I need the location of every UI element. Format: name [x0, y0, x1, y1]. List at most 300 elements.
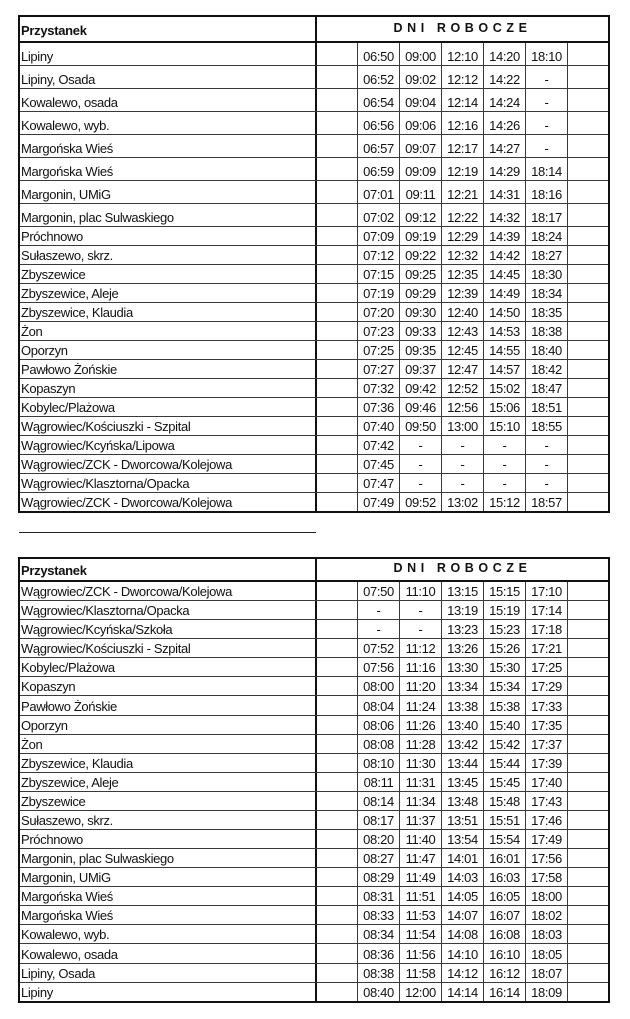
empty-cell [568, 322, 608, 340]
empty-cell [568, 925, 608, 943]
empty-cell [317, 303, 358, 321]
departure-time: 12:43 [442, 322, 484, 340]
table-row [20, 600, 608, 619]
departure-time: 18:14 [526, 158, 568, 180]
stop-name: Margońska Wieś [20, 135, 317, 157]
empty-cell [568, 474, 608, 492]
stop-name: Wągrowiec/ZCK - Dworcowa/Kolejowa [20, 455, 317, 473]
departure-time: 07:32 [358, 379, 400, 397]
empty-cell [317, 830, 358, 848]
departure-time: 12:00 [400, 983, 442, 1001]
departure-time: 11:30 [400, 754, 442, 772]
departure-time: 06:56 [358, 112, 400, 134]
departure-time: 06:52 [358, 66, 400, 88]
empty-cell [317, 944, 358, 962]
departure-time: 09:50 [400, 417, 442, 435]
departure-time: 17:49 [526, 830, 568, 848]
departure-time: 08:29 [358, 868, 400, 886]
departure-time: - [358, 601, 400, 619]
departure-time: - [400, 474, 442, 492]
departure-time: 09:06 [400, 112, 442, 134]
departure-time: 16:12 [484, 964, 526, 982]
departure-time: 13:00 [442, 417, 484, 435]
empty-cell [568, 379, 608, 397]
empty-cell [568, 398, 608, 416]
departure-time: 09:11 [400, 181, 442, 203]
departure-time: 09:46 [400, 398, 442, 416]
departure-time: 06:59 [358, 158, 400, 180]
departure-time: 09:22 [400, 246, 442, 264]
departure-time: 18:24 [526, 227, 568, 245]
departure-time: 11:58 [400, 964, 442, 982]
departure-time: 13:44 [442, 754, 484, 772]
stop-name: Margonin, UMiG [20, 868, 317, 886]
empty-cell [317, 493, 358, 511]
departure-time: 06:57 [358, 135, 400, 157]
stop-name: Margonin, UMiG [20, 181, 317, 203]
empty-cell [317, 925, 358, 943]
departure-time: 11:10 [400, 582, 442, 600]
empty-cell [568, 284, 608, 302]
departure-time: 15:40 [484, 716, 526, 734]
departure-time: 14:08 [442, 925, 484, 943]
departure-time: 17:58 [526, 868, 568, 886]
table-row [20, 848, 608, 867]
empty-cell [317, 639, 358, 657]
empty-cell [317, 677, 358, 695]
departure-time: 06:50 [358, 43, 400, 65]
empty-cell [568, 493, 608, 511]
departure-time: 13:30 [442, 658, 484, 676]
table-row [20, 454, 608, 473]
departure-time: - [442, 474, 484, 492]
table-row [20, 753, 608, 772]
departure-time: 18:05 [526, 944, 568, 962]
departure-time: 07:20 [358, 303, 400, 321]
empty-cell [317, 887, 358, 905]
table-row [20, 340, 608, 359]
departure-time: 18:30 [526, 265, 568, 283]
departure-time: 15:19 [484, 601, 526, 619]
empty-cell [568, 455, 608, 473]
departure-time: 09:07 [400, 135, 442, 157]
departure-time: 07:15 [358, 265, 400, 283]
departure-time: 09:19 [400, 227, 442, 245]
departure-time: 09:37 [400, 360, 442, 378]
stop-name: Kowalewo, wyb. [20, 112, 317, 134]
departure-time: 14:22 [484, 66, 526, 88]
stop-column-header: Przystanek [20, 17, 317, 41]
stop-name: Próchnowo [20, 227, 317, 245]
empty-cell [568, 887, 608, 905]
empty-cell [317, 89, 358, 111]
empty-cell [317, 43, 358, 65]
table-row [20, 657, 608, 676]
departure-time: 16:05 [484, 887, 526, 905]
departure-time: 11:51 [400, 887, 442, 905]
empty-cell [568, 246, 608, 264]
departure-time: 07:09 [358, 227, 400, 245]
departure-time: 16:08 [484, 925, 526, 943]
empty-cell [317, 265, 358, 283]
departure-time: 08:14 [358, 792, 400, 810]
empty-cell [568, 716, 608, 734]
departure-time: 17:46 [526, 811, 568, 829]
empty-cell [317, 341, 358, 359]
departure-time: 09:12 [400, 204, 442, 226]
departure-time: 08:34 [358, 925, 400, 943]
departure-time: 11:37 [400, 811, 442, 829]
stop-name: Zbyszewice [20, 265, 317, 283]
departure-time: 12:39 [442, 284, 484, 302]
departure-time: 14:31 [484, 181, 526, 203]
departure-time: 08:10 [358, 754, 400, 772]
departure-time: 09:52 [400, 493, 442, 511]
section-divider [19, 532, 316, 533]
stop-name: Kopaszyn [20, 677, 317, 695]
departure-time: 11:54 [400, 925, 442, 943]
stop-name: Wągrowiec/Kościuszki - Szpital [20, 639, 317, 657]
departure-time: 14:55 [484, 341, 526, 359]
table-row [20, 65, 608, 88]
departure-time: 11:53 [400, 906, 442, 924]
departure-time: 17:56 [526, 849, 568, 867]
departure-time: 15:54 [484, 830, 526, 848]
stop-name: Lipiny, Osada [20, 66, 317, 88]
departure-time: - [526, 455, 568, 473]
stop-name: Margońska Wieś [20, 158, 317, 180]
departure-time: 17:40 [526, 773, 568, 791]
table-row [20, 435, 608, 454]
departure-time: - [442, 436, 484, 454]
departure-time: 18:38 [526, 322, 568, 340]
empty-cell [317, 135, 358, 157]
departure-time: 16:01 [484, 849, 526, 867]
table-row [20, 619, 608, 638]
departure-time: 18:42 [526, 360, 568, 378]
departure-time: 09:33 [400, 322, 442, 340]
stop-name: Próchnowo [20, 830, 317, 848]
stop-name: Lipiny [20, 43, 317, 65]
departure-time: 18:51 [526, 398, 568, 416]
empty-cell [317, 112, 358, 134]
empty-cell [568, 89, 608, 111]
departure-time: 11:20 [400, 677, 442, 695]
departure-time: 17:10 [526, 582, 568, 600]
departure-time: 13:40 [442, 716, 484, 734]
departure-time: 08:38 [358, 964, 400, 982]
departure-time: 14:14 [442, 983, 484, 1001]
departure-time: 12:19 [442, 158, 484, 180]
empty-cell [568, 983, 608, 1001]
departure-time: 09:02 [400, 66, 442, 88]
departure-time: 18:03 [526, 925, 568, 943]
departure-time: 14:57 [484, 360, 526, 378]
departure-time: 13:38 [442, 696, 484, 714]
table-row [20, 88, 608, 111]
departure-time: 07:47 [358, 474, 400, 492]
empty-cell [568, 582, 608, 600]
stop-name: Wągrowiec/ZCK - Dworcowa/Kolejowa [20, 493, 317, 511]
empty-cell [317, 658, 358, 676]
departure-time: 14:45 [484, 265, 526, 283]
departure-time: - [526, 112, 568, 134]
table-row [20, 111, 608, 134]
table-header [20, 559, 608, 581]
departure-time: 07:19 [358, 284, 400, 302]
departure-time: 18:40 [526, 341, 568, 359]
departure-time: 07:52 [358, 639, 400, 657]
departure-time: 13:02 [442, 493, 484, 511]
departure-time: 15:10 [484, 417, 526, 435]
table-row [20, 180, 608, 203]
departure-time: 15:15 [484, 582, 526, 600]
departure-time: 09:09 [400, 158, 442, 180]
departure-time: 14:07 [442, 906, 484, 924]
departure-time: - [400, 436, 442, 454]
stop-name: Kowalewo, osada [20, 944, 317, 962]
table-row [20, 924, 608, 943]
stop-name: Kowalewo, wyb. [20, 925, 317, 943]
empty-cell [568, 112, 608, 134]
departure-time: 07:50 [358, 582, 400, 600]
departure-time: 07:45 [358, 455, 400, 473]
departure-time: 18:55 [526, 417, 568, 435]
departure-time: 12:47 [442, 360, 484, 378]
stop-name: Wągrowiec/Kcyńska/Szkoła [20, 620, 317, 638]
empty-cell [317, 204, 358, 226]
empty-cell [317, 906, 358, 924]
departure-time: 13:26 [442, 639, 484, 657]
empty-cell [317, 964, 358, 982]
timetable-return [18, 557, 610, 1003]
stop-name: Żon [20, 735, 317, 753]
departure-time: 07:12 [358, 246, 400, 264]
table-row [20, 226, 608, 245]
table-row [20, 134, 608, 157]
empty-cell [568, 135, 608, 157]
table-row [20, 963, 608, 982]
departure-time: 13:54 [442, 830, 484, 848]
empty-cell [317, 716, 358, 734]
empty-cell [568, 830, 608, 848]
departure-time: 07:25 [358, 341, 400, 359]
departure-time: 12:12 [442, 66, 484, 88]
empty-cell [568, 792, 608, 810]
empty-cell [317, 620, 358, 638]
departure-time: 14:05 [442, 887, 484, 905]
departure-time: 15:42 [484, 735, 526, 753]
empty-cell [317, 868, 358, 886]
departure-time: 08:20 [358, 830, 400, 848]
empty-cell [317, 436, 358, 454]
departure-time: 14:20 [484, 43, 526, 65]
table-row [20, 359, 608, 378]
empty-cell [568, 204, 608, 226]
table-row [20, 772, 608, 791]
empty-cell [568, 43, 608, 65]
empty-cell [568, 620, 608, 638]
departure-time: 11:34 [400, 792, 442, 810]
stop-name: Zbyszewice, Klaudia [20, 754, 317, 772]
departure-time: 14:10 [442, 944, 484, 962]
empty-cell [568, 436, 608, 454]
departure-time: 08:31 [358, 887, 400, 905]
empty-cell [568, 227, 608, 245]
empty-cell [317, 792, 358, 810]
departure-time: 14:01 [442, 849, 484, 867]
table-row [20, 676, 608, 695]
departure-time: 14:29 [484, 158, 526, 180]
departure-time: 14:53 [484, 322, 526, 340]
departure-time: 11:49 [400, 868, 442, 886]
departure-time: 15:30 [484, 658, 526, 676]
departure-time: 18:17 [526, 204, 568, 226]
stop-name: Kowalewo, osada [20, 89, 317, 111]
departure-time: 11:28 [400, 735, 442, 753]
departure-time: - [400, 601, 442, 619]
stop-name: Zbyszewice, Klaudia [20, 303, 317, 321]
table-row [20, 157, 608, 180]
empty-cell [568, 158, 608, 180]
empty-cell [317, 158, 358, 180]
departure-time: 11:56 [400, 944, 442, 962]
departure-time: 17:21 [526, 639, 568, 657]
empty-cell [568, 658, 608, 676]
departure-time: 13:51 [442, 811, 484, 829]
empty-cell [568, 341, 608, 359]
departure-time: 08:27 [358, 849, 400, 867]
departure-time: 12:45 [442, 341, 484, 359]
stop-name: Sułaszewo, skrz. [20, 246, 317, 264]
stop-name: Margonin, plac Sulwaskiego [20, 849, 317, 867]
table-row [20, 203, 608, 226]
stop-name: Pawłowo Żońskie [20, 696, 317, 714]
departure-time: 18:02 [526, 906, 568, 924]
empty-cell [568, 811, 608, 829]
table-row [20, 264, 608, 283]
departure-time: 13:15 [442, 582, 484, 600]
departure-time: 11:31 [400, 773, 442, 791]
departure-time: - [358, 620, 400, 638]
departure-time: 09:30 [400, 303, 442, 321]
empty-cell [317, 379, 358, 397]
empty-cell [568, 677, 608, 695]
departure-time: 08:17 [358, 811, 400, 829]
departure-time: 14:03 [442, 868, 484, 886]
empty-cell [568, 417, 608, 435]
departure-time: 08:04 [358, 696, 400, 714]
departure-time: 14:32 [484, 204, 526, 226]
departure-time: 18:35 [526, 303, 568, 321]
departure-time: 07:02 [358, 204, 400, 226]
departure-time: 17:37 [526, 735, 568, 753]
departure-time: 11:16 [400, 658, 442, 676]
table-row [20, 321, 608, 340]
weekdays-header: DNI ROBOCZE [393, 20, 532, 35]
departure-time: 15:12 [484, 493, 526, 511]
departure-time: 08:11 [358, 773, 400, 791]
table-row [20, 473, 608, 492]
empty-cell [317, 227, 358, 245]
empty-cell [317, 811, 358, 829]
departure-time: 13:48 [442, 792, 484, 810]
departure-time: 15:45 [484, 773, 526, 791]
departure-time: 08:36 [358, 944, 400, 962]
departure-time: 09:29 [400, 284, 442, 302]
empty-cell [568, 849, 608, 867]
departure-time: 11:12 [400, 639, 442, 657]
departure-time: 12:14 [442, 89, 484, 111]
empty-cell [317, 849, 358, 867]
departure-time: 18:07 [526, 964, 568, 982]
departure-time: 18:27 [526, 246, 568, 264]
departure-time: 14:24 [484, 89, 526, 111]
departure-time: 12:35 [442, 265, 484, 283]
departure-time: 14:26 [484, 112, 526, 134]
departure-time: 12:32 [442, 246, 484, 264]
stop-name: Wągrowiec/ZCK - Dworcowa/Kolejowa [20, 582, 317, 600]
empty-cell [317, 754, 358, 772]
departure-time: - [484, 455, 526, 473]
departure-time: 17:14 [526, 601, 568, 619]
table-row [20, 492, 608, 511]
departure-time: 08:40 [358, 983, 400, 1001]
departure-time: 08:06 [358, 716, 400, 734]
table-row [20, 378, 608, 397]
stop-name: Wągrowiec/Klasztorna/Opacka [20, 474, 317, 492]
empty-cell [317, 455, 358, 473]
departure-time: 17:18 [526, 620, 568, 638]
table-row [20, 943, 608, 962]
departure-time: 14:42 [484, 246, 526, 264]
table-row [20, 397, 608, 416]
departure-time: 15:23 [484, 620, 526, 638]
departure-time: 11:47 [400, 849, 442, 867]
departure-time: 14:49 [484, 284, 526, 302]
weekdays-header: DNI ROBOCZE [393, 561, 532, 575]
departure-time: 07:23 [358, 322, 400, 340]
table-row [20, 982, 608, 1001]
departure-time: 15:48 [484, 792, 526, 810]
departure-time: 12:56 [442, 398, 484, 416]
departure-time: 09:35 [400, 341, 442, 359]
departure-time: 18:16 [526, 181, 568, 203]
departure-time: 14:39 [484, 227, 526, 245]
empty-cell [568, 181, 608, 203]
departure-time: 13:19 [442, 601, 484, 619]
stop-name: Margonin, plac Sulwaskiego [20, 204, 317, 226]
departure-time: 16:07 [484, 906, 526, 924]
timetable-outbound [18, 15, 610, 513]
departure-time: - [400, 455, 442, 473]
departure-time: 07:56 [358, 658, 400, 676]
empty-cell [568, 66, 608, 88]
departure-time: 14:50 [484, 303, 526, 321]
empty-cell [317, 66, 358, 88]
stop-name: Zbyszewice [20, 792, 317, 810]
departure-time: 15:06 [484, 398, 526, 416]
table-row [20, 302, 608, 321]
departure-time: - [526, 89, 568, 111]
empty-cell [317, 246, 358, 264]
departure-time: 18:47 [526, 379, 568, 397]
departure-time: 13:45 [442, 773, 484, 791]
stop-name: Wągrowiec/Kościuszki - Szpital [20, 417, 317, 435]
empty-cell [317, 983, 358, 1001]
empty-cell [317, 181, 358, 203]
table-row [20, 886, 608, 905]
